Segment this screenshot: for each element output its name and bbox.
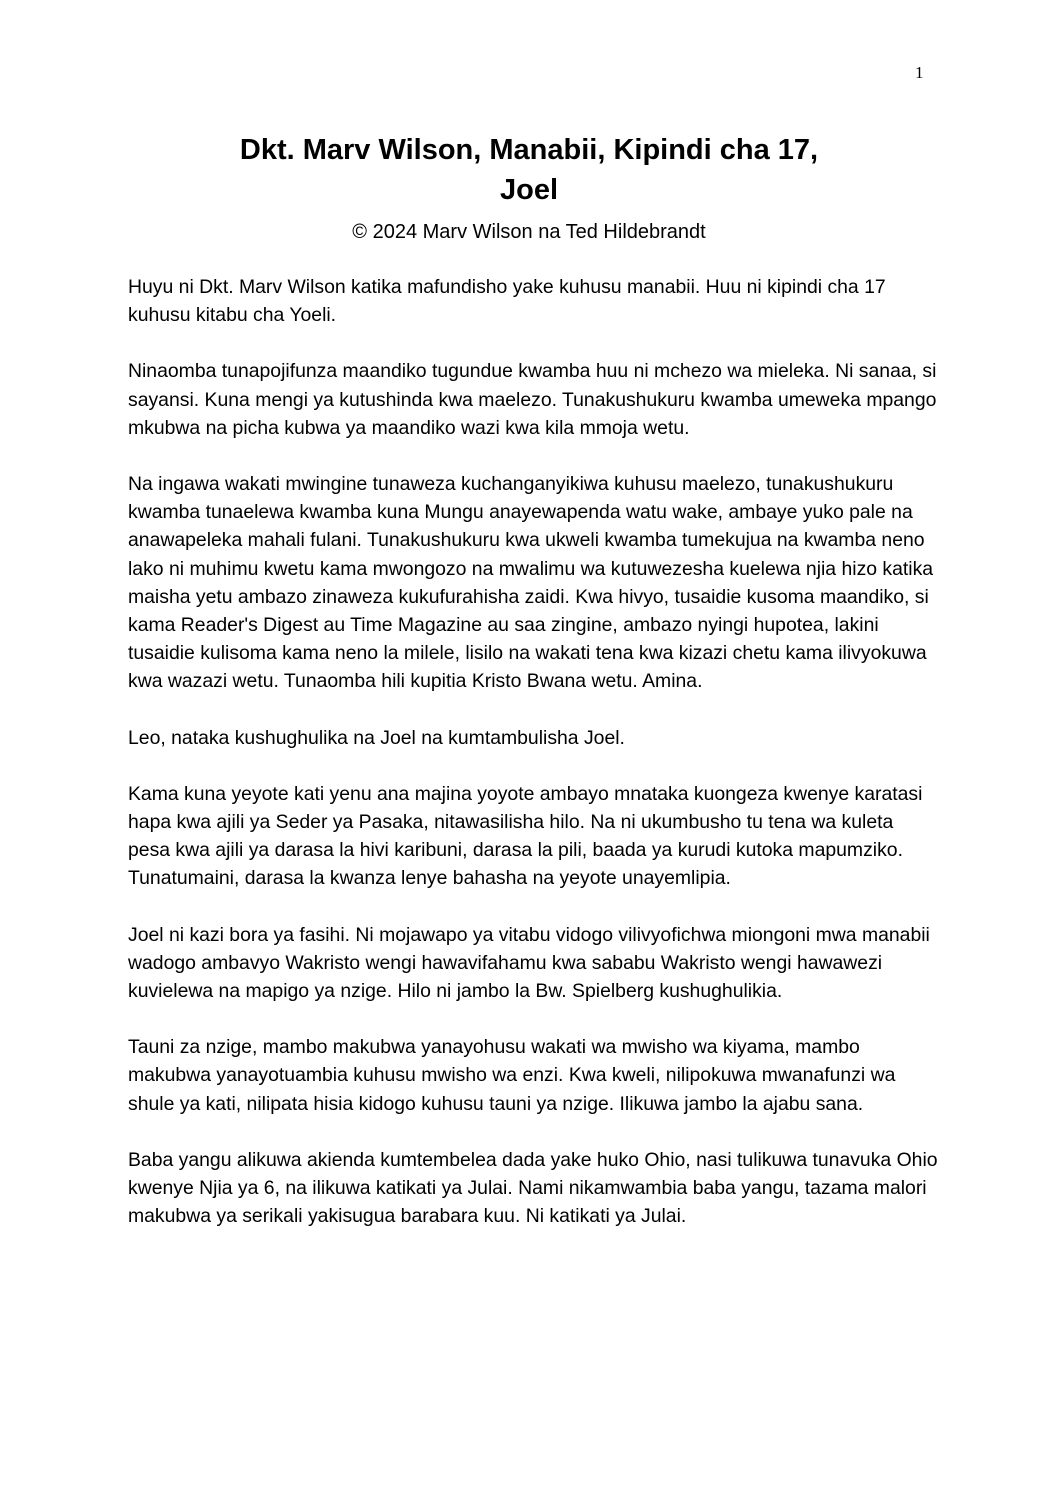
paragraph-intro: Huyu ni Dkt. Marv Wilson katika mafundisho yake kuhusu manabii. Huu ni kipindi cha 17 kuhusu kitabu cha Yoeli. [128,276,886,327]
paragraph-ohio-story: Baba yangu alikuwa akienda kumtembelea dada yake huko Ohio, nasi tulikuwa tunavuka Ohio kwenye Njia ya 6, na ilikuwa katikati ya Julai. Nami nikamwambia baba yangu, tazama malori makubwa ya serikali yakisugua barabara kuu. Ni katikati ya Julai. [128,1148,938,1228]
paragraph-today: Leo, nataka kushughulika na Joel na kumtambulisha Joel. [128,726,625,749]
paragraph-joel-literature: Joel ni kazi bora ya fasihi. Ni mojawapo ya vitabu vidogo vilivyofichwa miongoni mwa manabii wadogo ambavyo Wakristo wengi hawavifahamu kwa sababu Wakristo wengi hawawezi kuvielewa na mapigo ya nzige. Hilo ni jambo la Bw. Spielberg kushughulikia. [128,923,930,1003]
paragraph-locust-plagues: Tauni za nzige, mambo makubwa yanayohusu wakati wa mwisho wa kiyama, mambo makubwa yanayotuambia kuhusu mwisho wa enzi. Kwa kweli, nilipokuwa mwanafunzi wa shule ya kati, nilipata hisia kidogo kuhusu tauni ya nzige. Ilikuwa jambo la ajabu sana. [128,1036,896,1115]
title-line-2: Joel [499,174,559,206]
document-title [129,130,929,210]
page-number: 1 [915,63,924,82]
paragraph-prayer-opening: Ninaomba tunapojifunza maandiko tugundue kwamba huu ni mchezo wa mieleka. Ni sanaa, si sayansi. Kuna mengi ya kutushinda kwa maelezo. Tunakushukuru kwamba umeweka mpango mkubwa na picha kubwa ya maandiko wazi kwa kila mmoja wetu. [128,360,937,439]
document-body [128,273,938,1258]
paragraph-announcements: Kama kuna yeyote kati yenu ana majina yoyote ambayo mnataka kuongeza kwenye karatasi hapa kwa ajili ya Seder ya Pasaka, nitawasilisha hilo. Na ni ukumbusho tu tena wa kuleta pesa kwa ajili ya darasa la hivi karibuni, darasa la pili, baada ya kurudi kutoka mapumziko. Tunatumaini, darasa la kwanza lenye bahasha na yeyote unayemlipia. [128,782,923,890]
title-line-1: Dkt. Marv Wilson, Manabii, Kipindi cha 17, [239,134,819,166]
paragraph-prayer-main: Na ingawa wakati mwingine tunaweza kuchanganyikiwa kuhusu maelezo, tunakushukuru kwamba tunaelewa kwamba kuna Mungu anayewapenda watu wake, ambaye yuko pale na anawapeleka mahali fulani. Tunakushukuru kwa ukweli kwamba tumekujua na kwamba neno lako ni muhimu kwetu kama mwongozo na mwalimu wa kutuwezesha kuelewa njia hizo katika maisha yetu ambazo zinaweza kukufurahisha zaidi. Kwa hivyo, tusaidie kusoma maandiko, si kama Reader's Digest au Time Magazine au saa zingine, ambazo nyingi hupotea, lakini tusaidie kulisoma kama neno la milele, lisilo na wakati tena kwa kizazi chetu kama ilivyokuwa kwa wazazi wetu. Tunaomba hili kupitia Kristo Bwana wetu. Amina. [128,473,934,693]
copyright-line: © 2024 Marv Wilson na Ted Hildebrandt [352,221,706,243]
document-header [129,130,929,246]
